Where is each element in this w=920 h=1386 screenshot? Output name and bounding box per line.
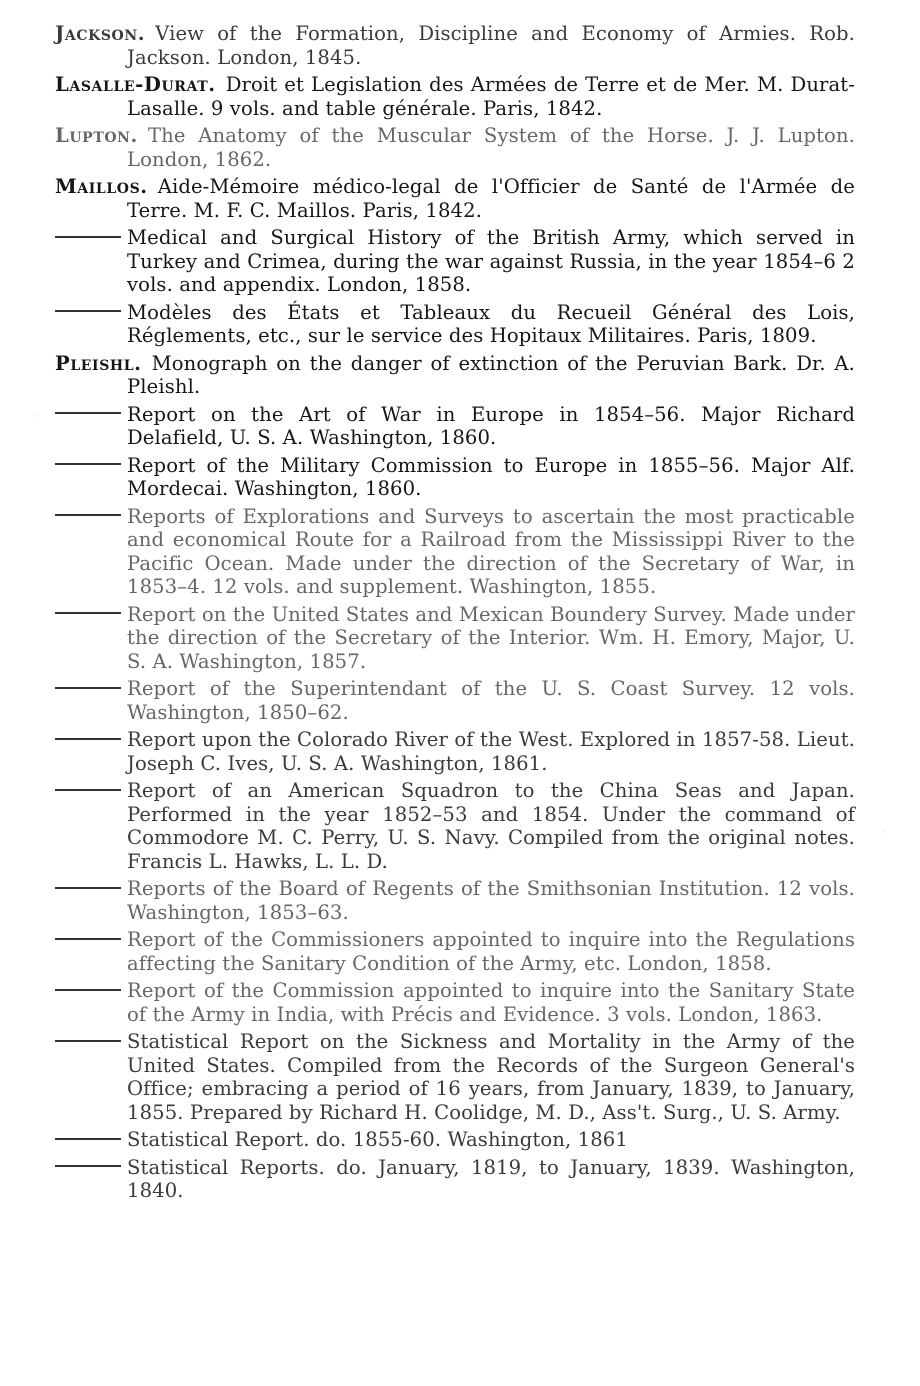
bibliography-entry — [55, 124, 855, 171]
entry-text: The Anatomy of the Muscular System of the Horse. J. J. Lupton. London, 1862. — [127, 124, 855, 171]
entry-text: Statistical Report. do. 1855-60. Washington, 1861 — [127, 1128, 628, 1151]
entry-author: Lupton. — [55, 124, 138, 147]
ditto-dash — [55, 1040, 121, 1042]
entry-text: Report of the Superintendant of the U. S. Coast Survey. 12 vols. Washington, 1850–62. — [127, 677, 855, 724]
ditto-dash — [55, 687, 121, 689]
bibliography-entry — [55, 454, 855, 501]
entry-author: Pleishl. — [55, 351, 142, 375]
ditto-dash — [55, 514, 121, 516]
bibliography-entry — [55, 979, 855, 1026]
entry-text: Report of an American Squadron to the China Seas and Japan. Performed in the year 1852–53 and 1854. Under the command of Commodore M. C. Perry, U. S. Navy. Compiled from the original notes. Francis L. Hawks, L. L. D. — [127, 779, 855, 873]
entry-author: Maillos. — [55, 175, 148, 198]
bibliography-entry — [55, 728, 855, 775]
entry-text: Monograph on the danger of extinction of the Peruvian Bark. Dr. A. Pleishl. — [127, 351, 855, 398]
ditto-dash — [55, 738, 121, 740]
bibliography-list — [55, 22, 855, 1207]
ditto-dash — [55, 989, 121, 991]
ditto-dash — [55, 412, 121, 414]
ditto-dash — [55, 463, 121, 465]
entry-text: Report on the Art of War in Europe in 1854–56. Major Richard Delafield, U. S. A. Washington, 1860. — [127, 402, 855, 449]
ditto-dash — [55, 887, 121, 889]
bibliography-entry — [55, 403, 855, 450]
bibliography-entry — [55, 226, 855, 297]
bibliography-entry — [55, 928, 855, 975]
entry-text: Aide-Mémoire médico-legal de l'Officier de Santé de l'Armée de Terre. M. F. C. Maillos. Paris, 1842. — [127, 175, 855, 222]
entry-text: Report of the Commission appointed to inquire into the Sanitary State of the Army in India, with Précis and Evidence. 3 vols. London, 1863. — [127, 979, 855, 1026]
entry-text: Reports of the Board of Regents of the Smithsonian Institution. 12 vols. Washington, 1853–63. — [127, 877, 855, 924]
entry-author: Jackson. — [55, 22, 146, 45]
entry-text: Statistical Report on the Sickness and Mortality in the Army of the United States. Compiled from the Records of the Surgeon General's Office; embracing a period of 16 years, from January, 1839, to January, 1855. Prepared by Richard H. Coolidge, M. D., Ass't. Surg., U. S. Army. — [127, 1030, 855, 1124]
bibliography-entry — [55, 877, 855, 924]
ditto-dash — [55, 938, 121, 940]
bibliography-entry — [55, 677, 855, 724]
entry-text: Modèles des États et Tableaux du Recueil Général des Lois, Réglements, etc., sur le service des Hopitaux Militaires. Paris, 1809. — [127, 300, 855, 347]
bibliography-entry — [55, 603, 855, 674]
bibliography-entry — [55, 505, 855, 599]
ditto-dash — [55, 789, 121, 791]
ditto-dash — [55, 1165, 121, 1167]
entry-text: Report of the Military Commission to Europe in 1855–56. Major Alf. Mordecai. Washington, 1860. — [127, 453, 855, 500]
ditto-dash — [55, 310, 121, 312]
entry-author: Lasalle-Durat. — [55, 73, 216, 96]
bibliography-entry — [55, 175, 855, 222]
bibliography-entry — [55, 1128, 855, 1152]
bibliography-entry — [55, 779, 855, 873]
ditto-dash — [55, 236, 121, 238]
bibliography-entry — [55, 301, 855, 348]
entry-text: View of the Formation, Discipline and Economy of Armies. Rob. Jackson. London, 1845. — [127, 22, 855, 69]
bibliography-entry — [55, 352, 855, 399]
bibliography-entry — [55, 1030, 855, 1124]
entry-text: Report upon the Colorado River of the West. Explored in 1857-58. Lieut. Joseph C. Ives, U. S. A. Washington, 1861. — [127, 728, 855, 775]
entry-text: Reports of Explorations and Surveys to ascertain the most practicable and economical Route for a Railroad from the Mississippi River to the Pacific Ocean. Made under the direction of the Secretary of War, in 1853–4. 12 vols. and supplement. Washington, 1855. — [127, 504, 855, 598]
ditto-dash — [55, 1138, 121, 1140]
entry-text: Report on the United States and Mexican Boundery Survey. Made under the direction of the Secretary of the Interior. Wm. H. Emory, Major, U. S. A. Washington, 1857. — [127, 602, 855, 673]
entry-text: Statistical Reports. do. January, 1819, to January, 1839. Washington, 1840. — [127, 1155, 855, 1202]
entry-text: Droit et Legislation des Armées de Terre et de Mer. M. Durat-Lasalle. 9 vols. and table générale. Paris, 1842. — [127, 73, 855, 120]
bibliography-entry — [55, 22, 855, 69]
entry-text: Medical and Surgical History of the British Army, which served in Turkey and Crimea, during the war against Russia, in the year 1854–6 2 vols. and appendix. London, 1858. — [127, 226, 855, 296]
bibliography-entry — [55, 73, 855, 120]
entry-text: Report of the Commissioners appointed to inquire into the Regulations affecting the Sanitary Condition of the Army, etc. London, 1858. — [127, 928, 855, 975]
ditto-dash — [55, 612, 121, 614]
bibliography-entry — [55, 1156, 855, 1203]
